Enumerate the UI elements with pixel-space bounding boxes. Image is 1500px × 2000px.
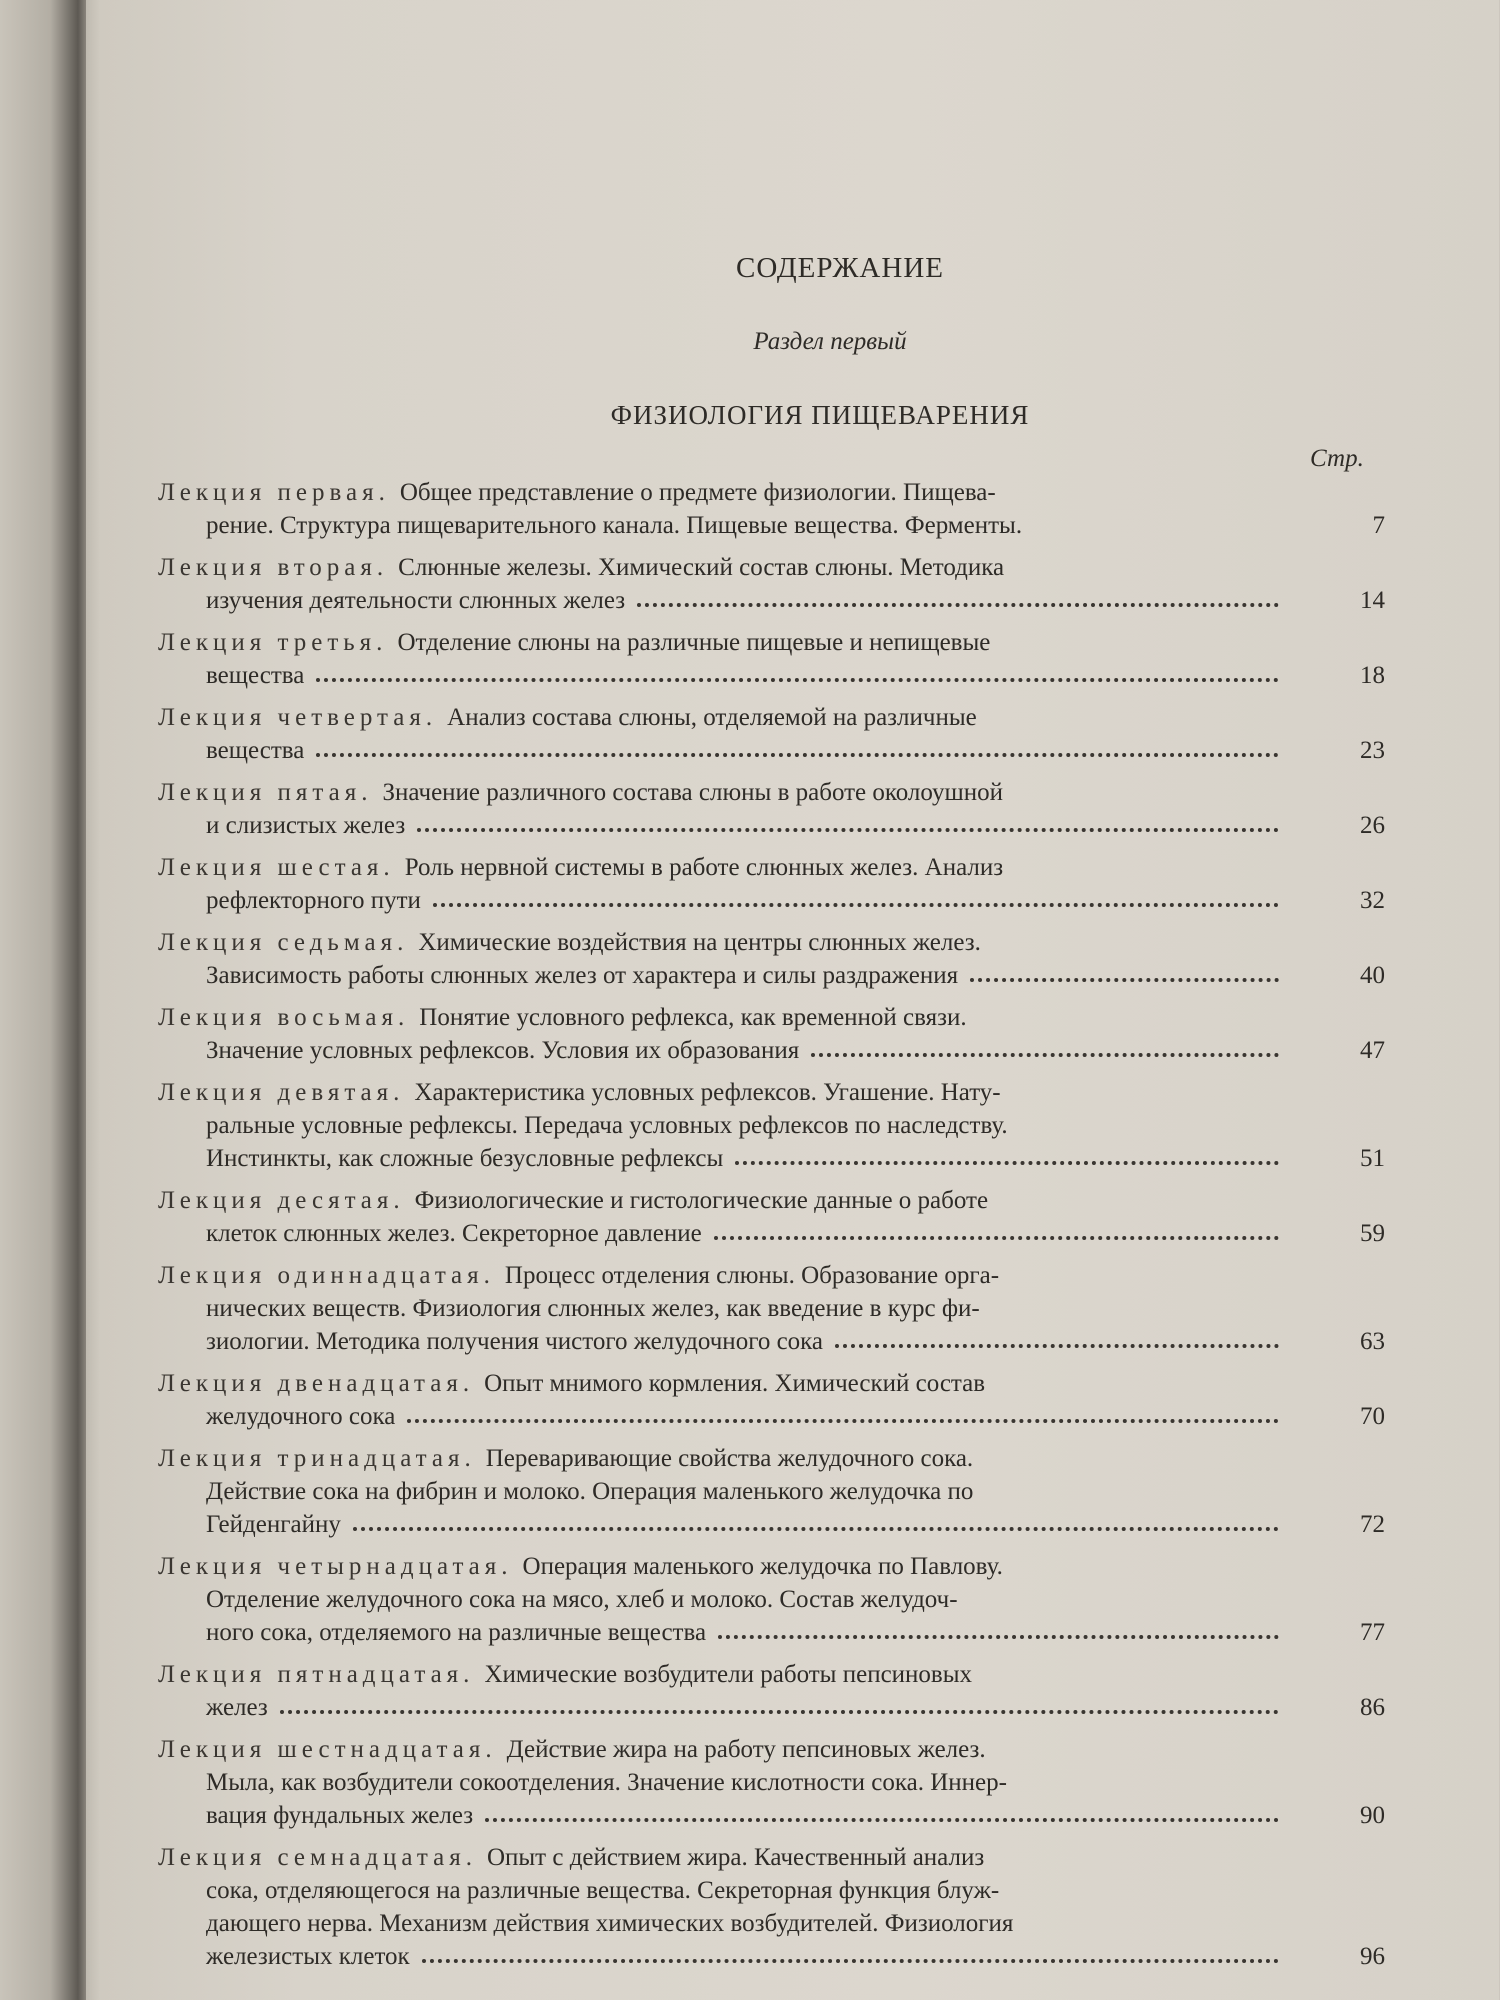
dot-leader — [835, 1344, 1279, 1348]
toc-entry-text: Гейденгайну — [206, 1511, 341, 1538]
toc-entry-text: Химические возбудители работы пепсиновых — [484, 1661, 973, 1688]
toc-entry-line — [158, 1550, 1283, 1583]
toc-entry — [158, 1076, 1385, 1175]
toc-entry-line — [158, 1367, 1283, 1400]
dot-leader — [485, 1818, 1279, 1822]
toc-entry-line — [158, 1616, 1283, 1649]
toc-entry-line — [158, 1142, 1283, 1175]
toc-entry-line — [158, 1292, 1283, 1325]
toc-entry — [158, 1550, 1385, 1649]
toc-entry-text: желез — [206, 1694, 268, 1721]
toc-entry-line — [158, 1217, 1283, 1250]
toc-entry-text: Опыт мнимого кормления. Химический состав — [484, 1370, 986, 1397]
toc-entry-line — [158, 851, 1283, 884]
toc-entry-line — [158, 1184, 1283, 1217]
dot-leader — [735, 1161, 1279, 1165]
toc-entry — [158, 1733, 1385, 1832]
toc-entry-text: Значение условных рефлексов. Условия их образования — [206, 1037, 800, 1064]
toc-entry-text: Анализ состава слюны, отделяемой на различные — [447, 704, 977, 731]
toc-entry-line — [158, 1259, 1283, 1292]
dot-leader — [353, 1527, 1279, 1531]
page-number: 7 — [1372, 512, 1385, 539]
toc-entry-line — [158, 1658, 1283, 1691]
toc-entry-line — [158, 734, 1283, 767]
lecture-label: Лекция девятая. — [158, 1079, 405, 1106]
toc-entry — [158, 476, 1385, 542]
toc-entry-text: Переваривающие свойства желудочного сока. — [485, 1445, 974, 1472]
toc-entry-text: Химические воздействия на центры слюнных желез. — [418, 929, 981, 956]
page-number: 14 — [1360, 587, 1385, 614]
left-page-edge — [0, 0, 86, 2000]
toc-entry-text: Отделение желудочного сока на мясо, хлеб и молоко. Состав желудоч- — [206, 1586, 958, 1613]
page-number: 23 — [1360, 737, 1385, 764]
toc-entry-line — [158, 1841, 1283, 1874]
toc-entry-line — [158, 476, 1283, 509]
page-number: 51 — [1360, 1145, 1385, 1172]
toc-entry-line — [158, 1691, 1283, 1724]
toc-entry — [158, 701, 1385, 767]
lecture-label: Лекция пятая. — [158, 779, 373, 806]
toc-entry-text: Действие жира на работу пепсиновых желез. — [506, 1736, 986, 1763]
toc-entry-text: нических веществ. Физиология слюнных желез, как введение в курс фи- — [206, 1295, 980, 1322]
toc-entry-text: изучения деятельности слюнных желез — [206, 587, 626, 614]
toc-entry-line — [158, 959, 1283, 992]
lecture-label: Лекция четвертая. — [158, 704, 438, 731]
toc-entry-line — [158, 584, 1283, 617]
toc-entry — [158, 851, 1385, 917]
toc-entry-text: Отделение слюны на различные пищевые и непищевые — [397, 629, 991, 656]
lecture-label: Лекция десятая. — [158, 1187, 405, 1214]
page-number: 72 — [1360, 1511, 1385, 1538]
page-number: 26 — [1360, 812, 1385, 839]
toc-entry-text: Действие сока на фибрин и молоко. Операция маленького желудочка по — [206, 1478, 974, 1505]
toc-entry — [158, 551, 1385, 617]
toc-entry-line — [158, 659, 1283, 692]
lecture-label: Лекция шестая. — [158, 854, 395, 881]
toc-entry-line — [158, 809, 1283, 842]
page-number: 96 — [1360, 1943, 1385, 1970]
toc-entry-text: зиологии. Методика получения чистого желудочного сока — [206, 1328, 824, 1355]
page-number: 70 — [1360, 1403, 1385, 1430]
toc-entry — [158, 1259, 1385, 1358]
page-number: 18 — [1360, 662, 1385, 689]
toc-entry-line — [158, 701, 1283, 734]
toc-entry-line — [158, 1442, 1283, 1475]
dot-leader — [407, 1419, 1279, 1423]
toc-entry-text: Характеристика условных рефлексов. Угашение. Нату- — [414, 1079, 1001, 1106]
toc-entry-text: Понятие условного рефлекса, как временной связи. — [419, 1004, 967, 1031]
page-column-label: Стр. — [1310, 445, 1364, 472]
page-number: 86 — [1360, 1694, 1385, 1721]
toc-entry-line — [158, 776, 1283, 809]
toc-entry-line — [158, 884, 1283, 917]
dot-leader — [811, 1053, 1279, 1057]
toc-entry — [158, 1367, 1385, 1433]
toc-entry-text: и слизистых желез — [206, 812, 406, 839]
lecture-label: Лекция двенадцатая. — [158, 1370, 475, 1397]
dot-leader — [718, 1635, 1279, 1639]
toc-entry — [158, 926, 1385, 992]
lecture-label: Лекция тринадцатая. — [158, 1445, 476, 1472]
page-number: 63 — [1360, 1328, 1385, 1355]
toc-entry-text: вещества — [206, 662, 305, 689]
toc-entry-line — [158, 1799, 1283, 1832]
toc-entry-line — [158, 1325, 1283, 1358]
dot-leader — [316, 753, 1279, 757]
section-title: ФИЗИОЛОГИЯ ПИЩЕВАРЕНИЯ — [610, 400, 1030, 430]
toc-entry-text: Опыт с действием жира. Качественный анализ — [486, 1844, 985, 1871]
toc-entry-line — [158, 551, 1283, 584]
toc-entry-line — [158, 1733, 1283, 1766]
toc-entry — [158, 1001, 1385, 1067]
lecture-label: Лекция вторая. — [158, 554, 389, 581]
lecture-label: Лекция восьмая. — [158, 1004, 410, 1031]
toc-entry-line — [158, 626, 1283, 659]
toc-entry-text: вация фундальных желез — [206, 1802, 474, 1829]
dot-leader — [422, 1959, 1279, 1963]
page-number: 77 — [1360, 1619, 1385, 1646]
toc-entry-line — [158, 926, 1283, 959]
toc-entry-line — [158, 1001, 1283, 1034]
section-label: Раздел первый — [753, 328, 907, 355]
toc-entry-text: рение. Структура пищеварительного канала. Пищевые вещества. Ферменты. — [206, 512, 1023, 539]
toc-entry-text: Зависимость работы слюнных желез от характера и силы раздражения — [206, 962, 959, 989]
lecture-label: Лекция шестнадцатая. — [158, 1736, 497, 1763]
toc-entry-text: рефлекторного пути — [206, 887, 421, 914]
lecture-label: Лекция седьмая. — [158, 929, 409, 956]
toc-entry-line — [158, 1109, 1283, 1142]
dot-leader — [970, 978, 1279, 982]
toc-entry — [158, 1658, 1385, 1724]
toc-entry-text: Инстинкты, как сложные безусловные рефлексы — [206, 1145, 724, 1172]
dot-leader — [316, 678, 1279, 682]
toc-entry-text: клеток слюнных желез. Секреторное давление — [206, 1220, 702, 1247]
toc-entry — [158, 1184, 1385, 1250]
lecture-label: Лекция семнадцатая. — [158, 1844, 477, 1871]
dot-leader — [280, 1710, 1279, 1714]
toc-entry-line — [158, 1874, 1283, 1907]
toc-entry-text: Мыла, как возбудители сокоотделения. Значение кислотности сока. Иннер- — [206, 1769, 1007, 1796]
lecture-label: Лекция одиннадцатая. — [158, 1262, 495, 1289]
toc-entry-text: Процесс отделения слюны. Образование орга- — [504, 1262, 1000, 1289]
toc-entry-text: Слюнные железы. Химический состав слюны. Методика — [398, 554, 1005, 581]
toc-entry-line — [158, 509, 1283, 542]
dot-leader — [637, 603, 1279, 607]
toc-entry-text: Операция маленького желудочка по Павлову. — [522, 1553, 1003, 1580]
toc-entry-text: ральные условные рефлексы. Передача условных рефлексов по наследству. — [206, 1112, 1008, 1139]
toc-entry-line — [158, 1583, 1283, 1616]
toc-entry — [158, 776, 1385, 842]
toc-entry-text: железистых клеток — [206, 1943, 410, 1970]
toc-entry-line — [158, 1907, 1283, 1940]
toc-entry-text: ного сока, отделяемого на различные вещества — [206, 1619, 707, 1646]
toc-entry — [158, 1442, 1385, 1541]
toc-entry — [158, 626, 1385, 692]
toc-entry — [158, 1841, 1385, 1973]
page-number: 32 — [1360, 887, 1385, 914]
lecture-label: Лекция четырнадцатая. — [158, 1553, 513, 1580]
toc-entry-line — [158, 1940, 1283, 1973]
toc-entry-line — [158, 1400, 1283, 1433]
lecture-label: Лекция третья. — [158, 629, 388, 656]
page-number: 47 — [1360, 1037, 1385, 1064]
toc-entry-line — [158, 1076, 1283, 1109]
table-of-contents — [158, 476, 1385, 1982]
toc-entry-text: желудочного сока — [206, 1403, 396, 1430]
lecture-label: Лекция первая. — [158, 479, 390, 506]
page-number: 40 — [1360, 962, 1385, 989]
toc-entry-text: Общее представление о предмете физиологии. Пищева- — [399, 479, 996, 506]
page-number: 59 — [1360, 1220, 1385, 1247]
dot-leader — [714, 1236, 1279, 1240]
dot-leader — [417, 828, 1279, 832]
toc-entry-text: Роль нервной системы в работе слюнных желез. Анализ — [404, 854, 1004, 881]
toc-entry-line — [158, 1766, 1283, 1799]
lecture-label: Лекция пятнадцатая. — [158, 1661, 475, 1688]
toc-entry-text: Физиологические и гистологические данные о работе — [414, 1187, 989, 1214]
toc-entry-text: вещества — [206, 737, 305, 764]
toc-entry-text: сока, отделяющегося на различные вещества. Секреторная функция блуж- — [206, 1877, 1000, 1904]
toc-entry-text: Значение различного состава слюны в работе околоушной — [382, 779, 1003, 806]
toc-entry-text: дающего нерва. Механизм действия химических возбудителей. Физиология — [206, 1910, 1014, 1937]
toc-entry-line — [158, 1475, 1283, 1508]
contents-heading: СОДЕРЖАНИЕ — [736, 252, 944, 284]
dot-leader — [433, 903, 1279, 907]
toc-entry-line — [158, 1034, 1283, 1067]
page-number: 90 — [1360, 1802, 1385, 1829]
toc-entry-line — [158, 1508, 1283, 1541]
